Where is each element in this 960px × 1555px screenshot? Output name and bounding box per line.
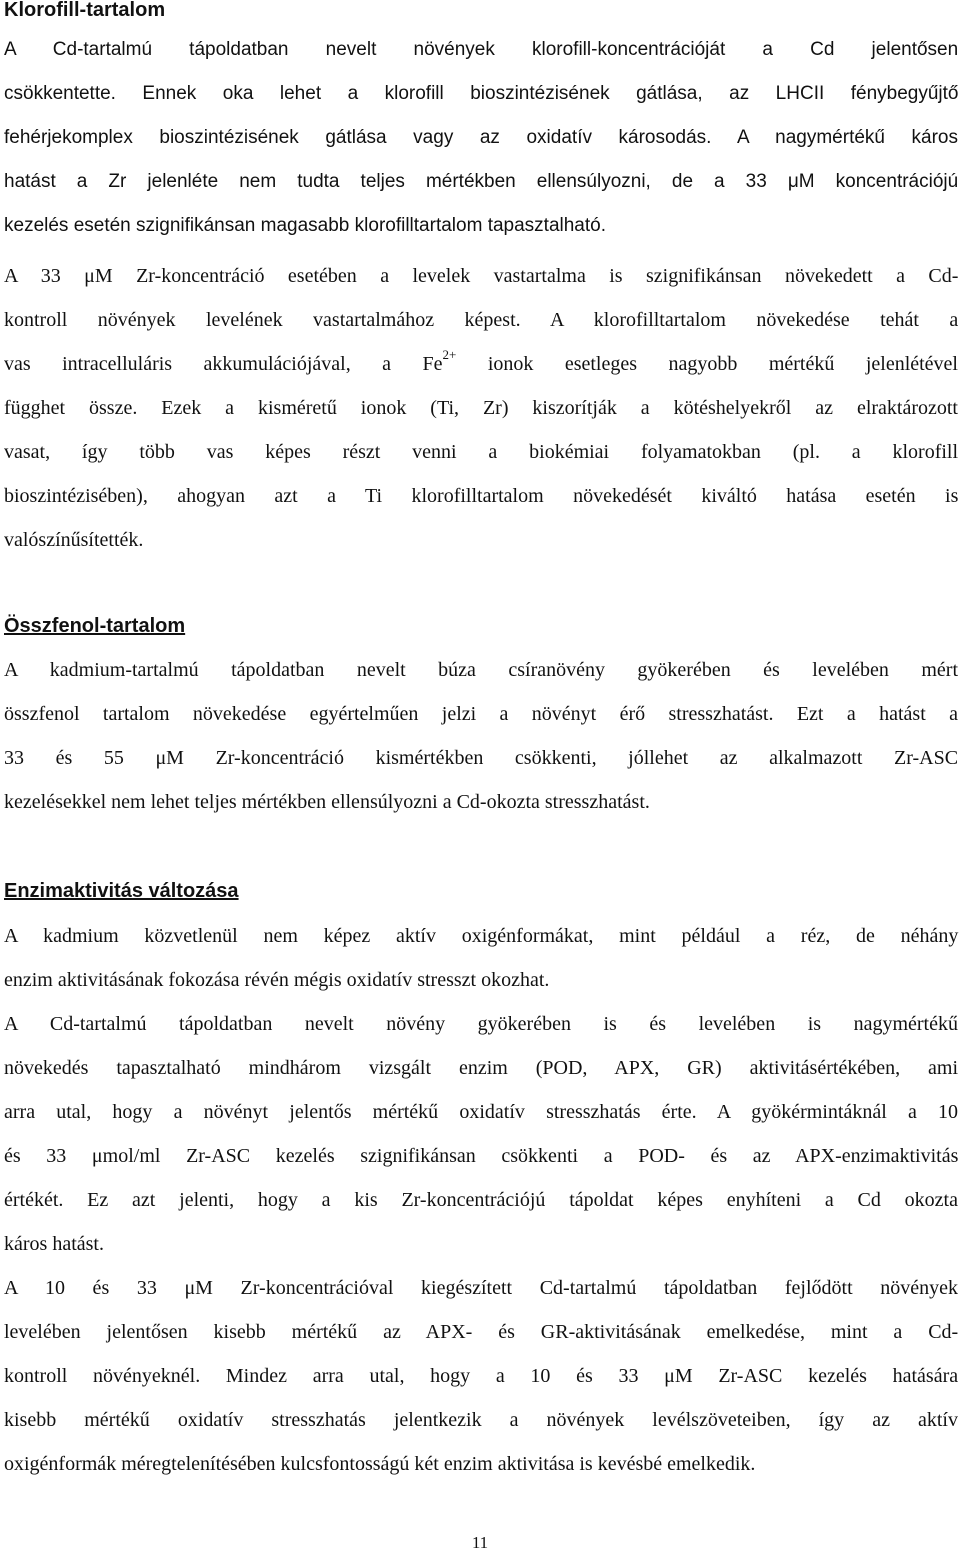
text-line: értékét. Ez azt jelenti, hogy a kis Zr-koncentrációjú tápoldat képes enyhíteni a Cd okozta xyxy=(4,1189,958,1211)
text-line: A 33 μM Zr-koncentráció esetében a levelek vastartalma is szignifikánsan növekedett a Cd- xyxy=(4,265,959,287)
text-line: növekedés tapasztalható mindhárom vizsgált enzim (POD, APX, GR) aktivitásértékében, ami xyxy=(4,1057,958,1079)
page-number: 11 xyxy=(471,1533,489,1552)
text-line: függhet össze. Ezek a kisméretű ionok (Ti, Zr) kiszorítják a kötéshelyekről az elraktározott xyxy=(4,397,958,419)
text-line: káros hatást. xyxy=(4,1233,104,1255)
text-line: oxigénformák méregtelenítésében kulcsfontosságú két enzim aktivitása is kevésbé emelkedik. xyxy=(4,1453,756,1475)
text-line: kontroll növényeknél. Mindez arra utal, hogy a 10 és 33 μM Zr-ASC kezelés hatására xyxy=(4,1365,959,1387)
text-line: A kadmium közvetlenül nem képez aktív oxigénformákat, mint például a réz, de néhány xyxy=(4,925,959,947)
text-line: összfenol tartalom növekedése egyértelműen jelzi a növényt érő stresszhatást. Ezt a hatást a xyxy=(4,703,958,725)
text-line: csökkentette. Ennek oka lehet a klorofill bioszintézisének gátlása, az LHCII fénybegyűjtő xyxy=(4,83,959,104)
text-line: A kadmium-tartalmú tápoldatban nevelt búza csíranövény gyökerében és levelében mért xyxy=(4,659,958,681)
text-line: valószínűsítették. xyxy=(4,529,144,551)
text-line: kisebb mértékű oxidatív stresszhatás jelentkezik a növények levélszöveteiben, így az aktív xyxy=(4,1409,958,1431)
text-line: A 10 és 33 μM Zr-koncentrációval kiegészített Cd-tartalmú tápoldatban fejlődött növények xyxy=(4,1277,958,1299)
text-line: 33 és 55 μM Zr-koncentráció kismértékben csökkenti, jóllehet az alkalmazott Zr-ASC xyxy=(4,747,959,769)
text-line: A Cd-tartalmú tápoldatban nevelt növények klorofill-koncentrációját a Cd jelentősen xyxy=(4,39,959,60)
text-line-with-superscript xyxy=(4,342,958,386)
superscript: 2+ xyxy=(442,347,457,363)
section-osszfenol xyxy=(4,614,959,813)
section-enzimaktivitas xyxy=(4,879,959,1475)
text-line: és 33 μmol/ml Zr-ASC kezelés szignifikánsan csökkenti a POD- és az APX-enzimaktivitás xyxy=(4,1145,959,1167)
text-line: bioszintézisében), ahogyan azt a Ti klorofilltartalom növekedését kiváltó hatása esetén is xyxy=(4,485,959,507)
text-line: arra utal, hogy a növényt jelentős mértékű oxidatív stresszhatás érte. A gyökérmintáknál a 10 xyxy=(4,1101,958,1123)
text-fragment: ionok esetleges nagyobb mértékű jelenlétével xyxy=(456,353,958,375)
text-line: kezelésekkel nem lehet teljes mértékben ellensúlyozni a Cd-okozta stresszhatást. xyxy=(4,791,650,813)
section-heading: Enzimaktivitás változása xyxy=(4,880,239,902)
paragraph xyxy=(4,254,958,562)
paragraph xyxy=(4,648,958,824)
text-line: levelében jelentősen kisebb mértékű az APX- és GR-aktivitásának emelkedése, mint a Cd- xyxy=(4,1321,959,1343)
text-line: enzim aktivitásának fokozása révén mégis oxidatív stresszt okozhat. xyxy=(4,969,550,991)
text-line: hatást a Zr jelenléte nem tudta teljes mértékben ellensúlyozni, de a 33 μM koncentrációjú xyxy=(4,171,959,192)
text-line: kontroll növények levelének vastartalmához képest. A klorofilltartalom növekedése tehát a xyxy=(4,309,959,331)
paragraph xyxy=(4,914,958,1486)
text-line: fehérjekomplex bioszintézisének gátlása vagy az oxidatív károsodás. A nagymértékű káros xyxy=(4,127,958,148)
paragraph xyxy=(4,28,958,248)
section-heading: Klorofill-tartalom xyxy=(4,0,166,21)
text-line: A Cd-tartalmú tápoldatban nevelt növény gyökerében is és levelében is nagymértékű xyxy=(4,1013,958,1035)
section-heading: Összfenol-tartalom xyxy=(4,615,186,637)
text-fragment: vas intracelluláris akkumulációjával, a Fe xyxy=(4,353,443,375)
text-line: kezelés esetén szignifikánsan magasabb klorofilltartalom tapasztalható. xyxy=(4,215,606,236)
text-line: vasat, így több vas képes részt venni a biokémiai folyamatokban (pl. a klorofill xyxy=(4,441,959,463)
